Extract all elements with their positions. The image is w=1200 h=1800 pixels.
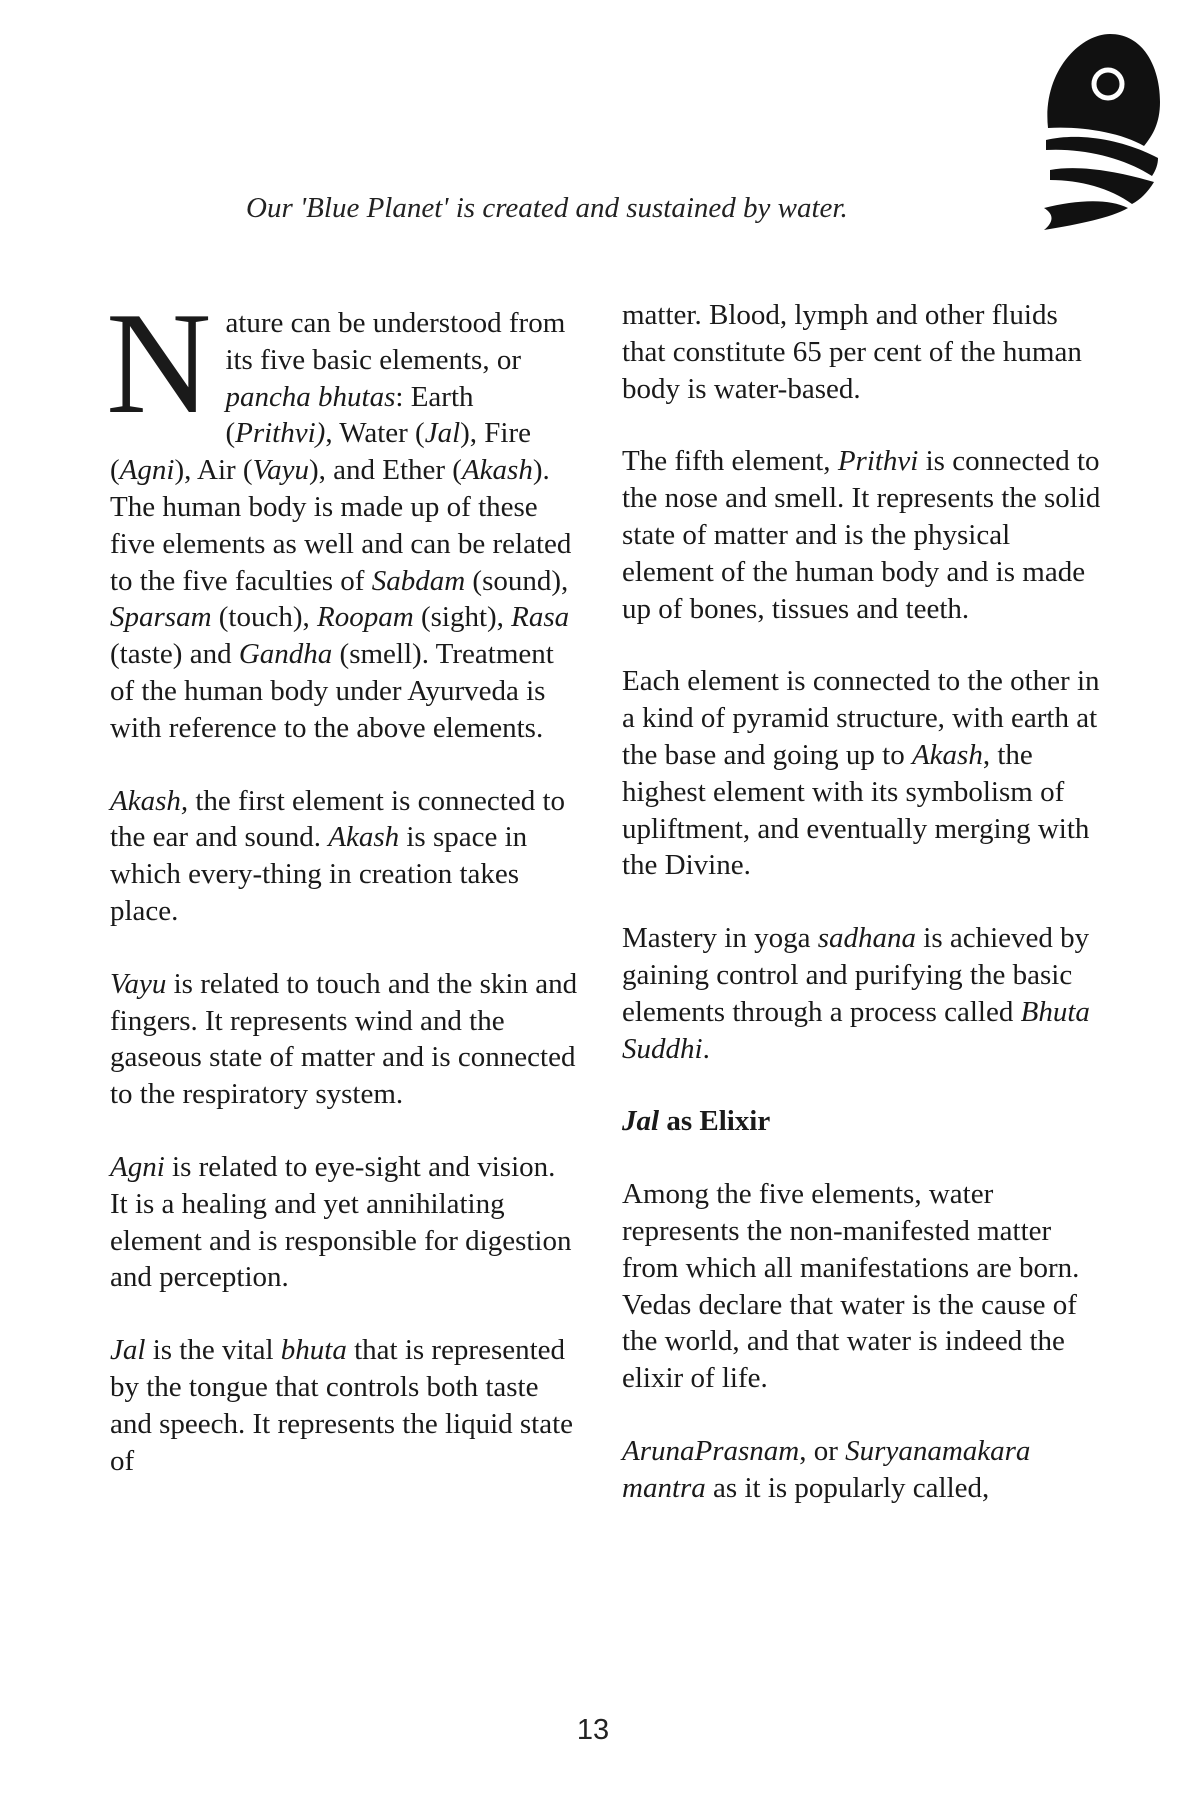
mantra-paragraph: ArunaPrasnam, or Suryanamakara mantra as it is popularly called, [622,1434,1031,1504]
page-number: 13 [576,1714,610,1746]
elixir-paragraph: Among the five elements, water represents the non-manifested matter from which all manifestations are born. Vedas declare that water is the cause of the world, and that water is indeed the elixir of life. [622,1178,1080,1395]
jal-paragraph: Jal is the vital bhuta that is represented by the tongue that controls both taste and speech. It represents the liquid state of [110,1334,574,1477]
sun-over-waves-logo [1040,32,1162,232]
matter-paragraph: matter. Blood, lymph and other fluids that constitute 65 per cent of the human body is water-based. [622,299,1082,405]
agni-paragraph: Agni is related to eye-sight and vision. It is a healing and yet annihilating element and is responsible for digestion and perception. [110,1150,572,1294]
section-heading: Jal as Elixir [622,1105,771,1138]
right-column [622,297,1102,1507]
page-tagline: Our 'Blue Planet' is created and sustained by water. [246,192,848,224]
sadhana-paragraph: Mastery in yoga sadhana is achieved by gaining control and purifying the basic elements through a process called Bhuta Suddhi. [622,922,1090,1065]
left-column [106,282,580,1479]
vayu-paragraph: Vayu is related to touch and the skin and fingers. It represents wind and the gaseous state of matter and is connected to the respiratory system. [110,967,578,1111]
intro-paragraph: Nature can be understood from its five basic elements, or pancha bhutas: Earth (Prithvi), Water (Jal), Fire (Agni), Air (Vayu), and Ether (Akash). The human body is made up of these five elements as well and can be related to the five faculties of Sabdam (sound), Sparsam (touch), Roopam (sight), Rasa (taste) and Gandha (smell). Treatment of the human body under Ayurveda is with reference to the above elements. [106,282,572,744]
akash-paragraph: Akash, the first element is connected to the ear and sound. Akash is space in which every-thing in creation takes place. [110,784,565,927]
drop-cap: N [106,282,212,444]
pyramid-paragraph: Each element is connected to the other in a kind of pyramid structure, with earth at the base and going up to Akash, the highest element with its symbolism of upliftment, and eventually merging with the Divine. [622,665,1100,882]
prithvi-paragraph: The fifth element, Prithvi is connected to the nose and smell. It represents the solid state of matter and is the physical element of the human body and is made up of bones, tissues and teeth. [622,445,1101,625]
